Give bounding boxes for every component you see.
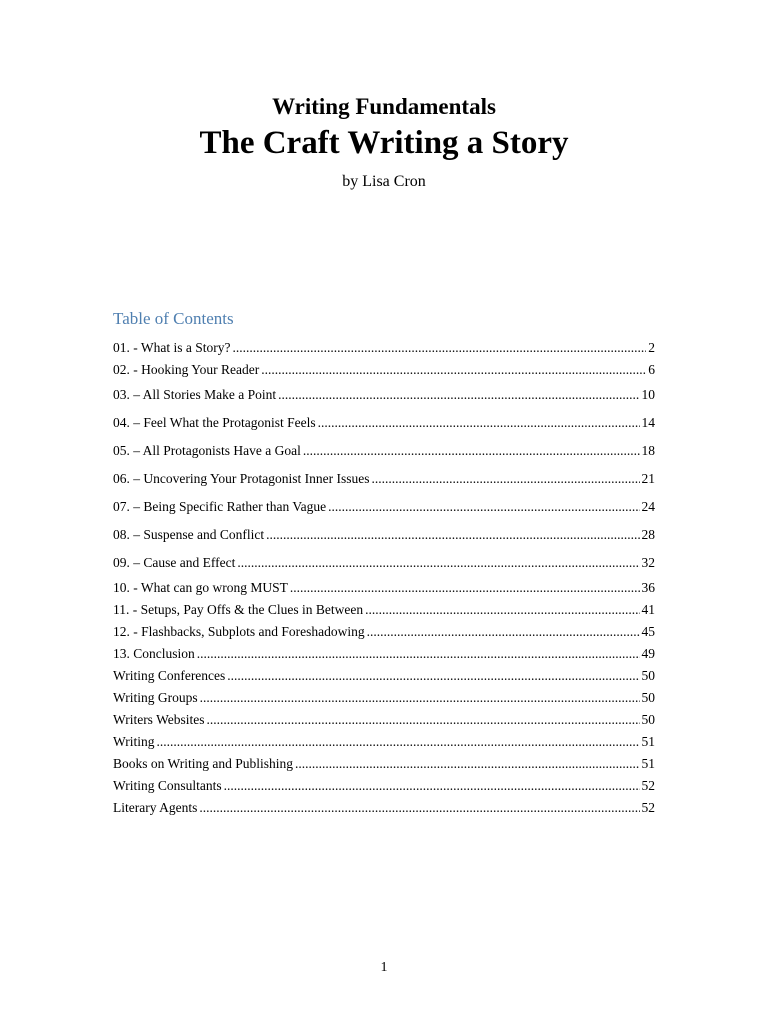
toc-leader-dots — [197, 643, 640, 665]
toc-entry[interactable] — [113, 731, 655, 753]
toc-entry[interactable] — [113, 437, 655, 465]
toc-entry-label: Writing Consultants — [113, 778, 222, 793]
toc-leader-dots — [328, 493, 639, 521]
toc-entry-label: 10. - What can go wrong MUST — [113, 580, 288, 595]
toc-entry-page: 28 — [641, 527, 655, 542]
toc-leader-dots — [199, 797, 639, 819]
toc-leader-dots — [303, 437, 640, 465]
toc-leader-dots — [290, 577, 640, 599]
toc-leader-dots — [237, 549, 639, 577]
toc-leader-dots — [200, 687, 640, 709]
toc-entry[interactable] — [113, 359, 655, 381]
toc-leader-dots — [371, 465, 639, 493]
toc-leader-dots — [266, 521, 639, 549]
toc-entry-label: 13. Conclusion — [113, 646, 195, 661]
toc-entry-page: 49 — [641, 646, 655, 661]
toc-heading: Table of Contents — [113, 309, 234, 328]
toc-entry[interactable] — [113, 775, 655, 797]
toc-entry-label: 06. – Uncovering Your Protagonist Inner Issues — [113, 471, 370, 486]
toc-entry-label: Writing Groups — [113, 690, 198, 705]
document-subtitle: Writing Fundamentals — [272, 94, 496, 119]
toc-entry[interactable] — [113, 643, 655, 665]
toc-leader-dots — [278, 381, 639, 409]
toc-leader-dots — [224, 775, 640, 797]
toc-entry-label: Writing Conferences — [113, 668, 226, 683]
toc-entry[interactable] — [113, 687, 655, 709]
toc-entry-label: 09. – Cause and Effect — [113, 555, 236, 570]
toc-entry-page: 21 — [641, 471, 655, 486]
toc-leader-dots — [367, 621, 640, 643]
toc-entry-page: 50 — [641, 712, 655, 727]
toc-entry-label: 11. - Setups, Pay Offs & the Clues in Between — [113, 602, 364, 617]
table-of-contents — [113, 337, 655, 819]
toc-entry[interactable] — [113, 709, 655, 731]
toc-entry[interactable] — [113, 549, 655, 577]
toc-entry-page: 45 — [641, 624, 655, 639]
document-author: by Lisa Cron — [342, 173, 426, 190]
toc-entry-page: 52 — [641, 778, 655, 793]
toc-entry-page: 36 — [641, 580, 655, 595]
toc-entry-page: 32 — [641, 555, 655, 570]
toc-entry[interactable] — [113, 621, 655, 643]
toc-entry-label: Writers Websites — [113, 712, 205, 727]
toc-entry[interactable] — [113, 577, 655, 599]
toc-entry[interactable] — [113, 599, 655, 621]
toc-entry[interactable] — [113, 381, 655, 409]
toc-leader-dots — [206, 709, 639, 731]
toc-entry-page: 41 — [641, 602, 655, 617]
toc-leader-dots — [295, 753, 640, 775]
toc-entry-label: 08. – Suspense and Conflict — [113, 527, 265, 542]
toc-entry-page: 51 — [641, 756, 655, 771]
toc-entry-label: 02. - Hooking Your Reader — [113, 362, 260, 377]
toc-entry[interactable] — [113, 409, 655, 437]
toc-entry[interactable] — [113, 753, 655, 775]
toc-entry-page: 51 — [641, 734, 655, 749]
toc-leader-dots — [156, 731, 639, 753]
toc-entry-label: 12. - Flashbacks, Subplots and Foreshadowing — [113, 624, 365, 639]
toc-leader-dots — [232, 337, 646, 359]
toc-entry-label: Writing — [113, 734, 155, 749]
toc-entry-page: 2 — [648, 340, 655, 355]
toc-entry-page: 50 — [641, 690, 655, 705]
toc-leader-dots — [365, 599, 639, 621]
toc-entry-page: 18 — [641, 443, 655, 458]
toc-entry-label: 05. – All Protagonists Have a Goal — [113, 443, 301, 458]
toc-entry-page: 14 — [641, 415, 655, 430]
toc-entry[interactable] — [113, 797, 655, 819]
document-header — [0, 92, 768, 193]
toc-entry[interactable] — [113, 521, 655, 549]
toc-entry-page: 50 — [641, 668, 655, 683]
toc-entry-page: 10 — [641, 387, 655, 402]
toc-entry[interactable] — [113, 337, 655, 359]
document-title: The Craft Writing a Story — [199, 125, 569, 161]
toc-entry[interactable] — [113, 465, 655, 493]
toc-entry-label: Literary Agents — [113, 800, 198, 815]
toc-entry-label: 03. – All Stories Make a Point — [113, 387, 277, 402]
toc-entry-page: 6 — [648, 362, 655, 377]
toc-entry-label: 01. - What is a Story? — [113, 340, 231, 355]
toc-leader-dots — [227, 665, 639, 687]
toc-entry-page: 52 — [641, 800, 655, 815]
toc-leader-dots — [261, 359, 646, 381]
toc-entry[interactable] — [113, 493, 655, 521]
toc-entry-label: 07. – Being Specific Rather than Vague — [113, 499, 327, 514]
toc-leader-dots — [318, 409, 640, 437]
toc-entry-page: 24 — [641, 499, 655, 514]
toc-entry-label: 04. – Feel What the Protagonist Feels — [113, 415, 316, 430]
toc-entry[interactable] — [113, 665, 655, 687]
page-number: 1 — [380, 960, 388, 975]
toc-entry-label: Books on Writing and Publishing — [113, 756, 293, 771]
